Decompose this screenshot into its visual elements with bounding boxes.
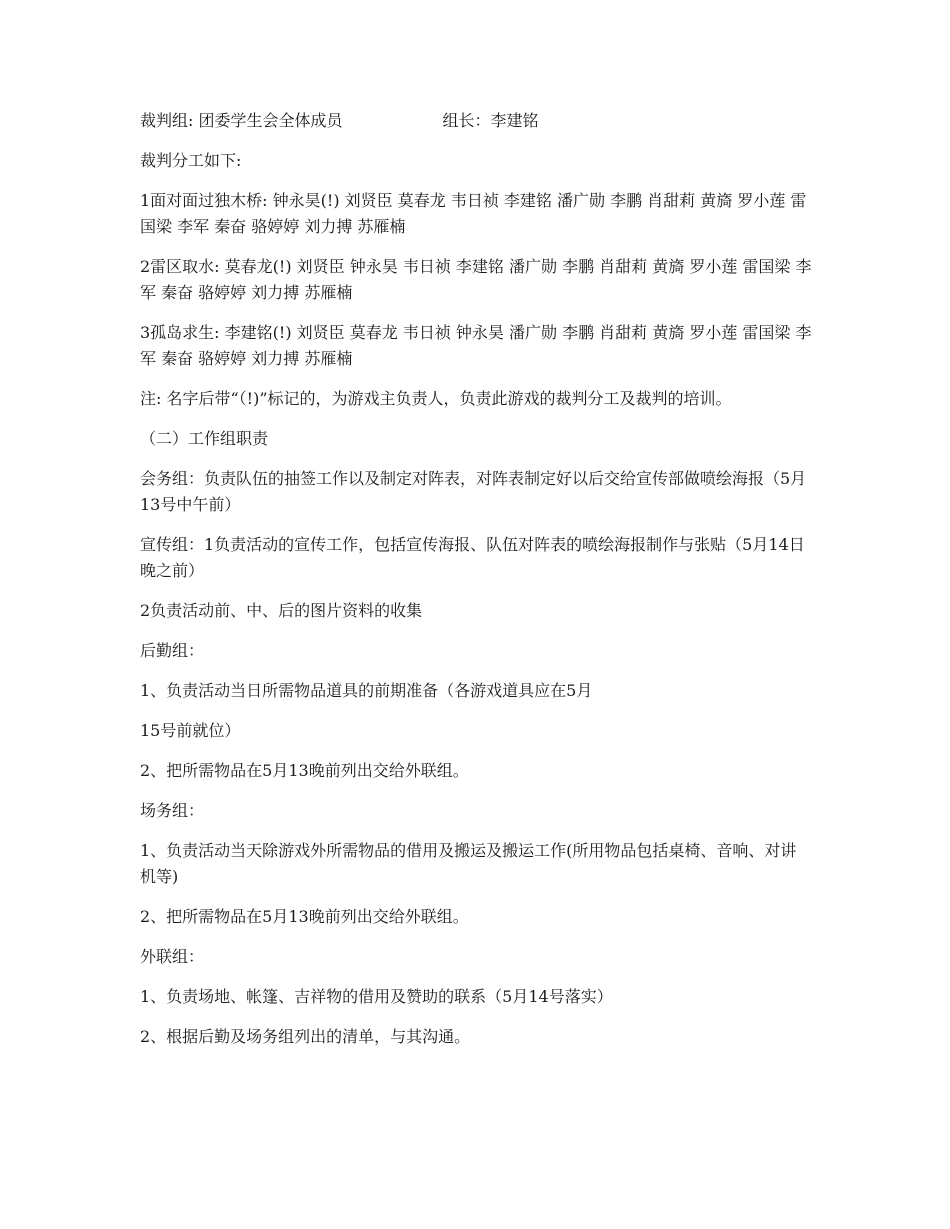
paragraph: 1、负责场地、帐篷、吉祥物的借用及赞助的联系（5月14号落实）: [140, 987, 613, 1006]
paragraph: 2负责活动前、中、后的图片资料的收集: [140, 601, 423, 620]
game-judges-3: 3孤岛求生: 李建铭(!) 刘贤臣 莫春龙 韦日祯 钟永昊 潘广勋 李鹏 肖甜莉 黄旖 罗小莲 雷国梁 李军 秦奋 骆婷婷 刘力搏 苏雁楠: [140, 323, 812, 368]
game-judges-1: 1面对面过独木桥: 钟永昊(!) 刘贤臣 莫春龙 韦日祯 李建铭 潘广勋 李鹏 肖甜莉 黄旖 罗小莲 雷国梁 李军 秦奋 骆婷婷 刘力搏 苏雁楠: [140, 191, 807, 236]
judge-division-title: 裁判分工如下:: [140, 151, 242, 170]
judge-group-line: [140, 108, 812, 134]
paragraph: 宣传组：1负责活动的宣传工作，包括宣传海报、队伍对阵表的喷绘海报制作与张贴（5月14日晚之前）: [140, 535, 805, 580]
paragraph: 后勤组：: [140, 641, 205, 660]
section-title: （二）工作组职责: [140, 429, 269, 448]
note-paragraph: 注: 名字后带“（!)”标记的，为游戏主负责人，负责此游戏的裁判分工及裁判的培训。: [140, 389, 732, 408]
paragraph: 2、根据后勤及场务组列出的清单，与其沟通。: [140, 1027, 471, 1046]
paragraph: 外联组：: [140, 947, 205, 966]
paragraph: 15号前就位）: [140, 721, 241, 740]
paragraph: 1、负责活动当日所需物品道具的前期准备（各游戏道具应在5月: [140, 681, 593, 700]
judge-group-label: 裁判组: 团委学生会全体成员: [140, 111, 343, 130]
judge-group-leader: 组长：李建铭: [442, 111, 539, 130]
paragraph: 会务组：负责队伍的抽签工作以及制定对阵表，对阵表制定好以后交给宣传部做喷绘海报（5月13号中午前）: [140, 469, 807, 514]
paragraph: 2、把所需物品在5月13晚前列出交给外联组。: [140, 761, 469, 780]
paragraph: 2、把所需物品在5月13晚前列出交给外联组。: [140, 907, 469, 926]
document-page: [140, 108, 812, 1064]
paragraph: 1、负责活动当天除游戏外所需物品的借用及搬运及搬运工作(所用物品包括桌椅、音响、对讲机等): [140, 841, 797, 886]
paragraph: 场务组：: [140, 801, 205, 820]
game-judges-2: 2雷区取水: 莫春龙(!) 刘贤臣 钟永昊 韦日祯 李建铭 潘广勋 李鹏 肖甜莉 黄旖 罗小莲 雷国梁 李军 秦奋 骆婷婷 刘力搏 苏雁楠: [140, 257, 812, 302]
